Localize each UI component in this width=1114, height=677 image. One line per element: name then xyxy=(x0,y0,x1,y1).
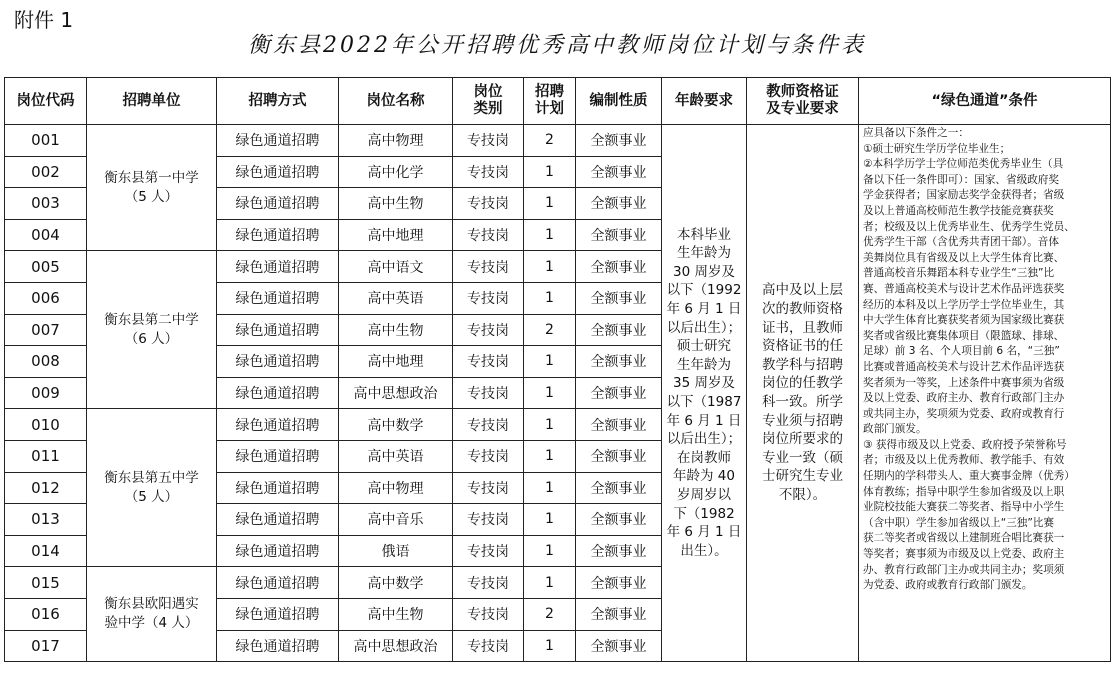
cell-method: 绿色通道招聘 xyxy=(217,504,339,536)
cell-age-requirement xyxy=(662,125,747,662)
cell-code: 009 xyxy=(5,377,87,409)
cell-method: 绿色通道招聘 xyxy=(217,630,339,662)
cell-green-channel-line: 中大学生体育比赛获奖者须为国家级比赛获 xyxy=(863,314,1065,327)
cell-green-channel-line: 优秀学生干部（含优秀共青团干部）。音体 xyxy=(863,236,1059,249)
cell-category: 专技岗 xyxy=(453,156,524,188)
cell-position: 高中音乐 xyxy=(339,504,453,536)
cell-age-requirement-line: 以后出生）； xyxy=(666,319,742,336)
cell-qualification-line: 科一致。所学 xyxy=(762,394,843,411)
table-row xyxy=(5,125,1111,157)
cell-staffing: 全额事业 xyxy=(576,630,662,662)
cell-category: 专技岗 xyxy=(453,346,524,378)
cell-age-requirement-line: 年龄为 40 xyxy=(673,468,735,485)
cell-position: 高中思想政治 xyxy=(339,630,453,662)
cell-qualification-line: 不限）。 xyxy=(778,487,827,504)
cell-category: 专技岗 xyxy=(453,598,524,630)
cell-position: 高中数学 xyxy=(339,409,453,441)
cell-position: 俄语 xyxy=(339,535,453,567)
cell-category: 专技岗 xyxy=(453,630,524,662)
cell-qualification-line: 资格证书的任 xyxy=(762,338,843,355)
cell-method: 绿色通道招聘 xyxy=(217,409,339,441)
cell-method: 绿色通道招聘 xyxy=(217,472,339,504)
unit-name: 衡东县第一中学 xyxy=(104,169,199,186)
header-method: 招聘方式 xyxy=(217,78,339,125)
cell-method: 绿色通道招聘 xyxy=(217,314,339,346)
cell-age-requirement-line: 年 6 月 1 日 xyxy=(666,412,742,429)
cell-method: 绿色通道招聘 xyxy=(217,251,339,283)
header-plan: 招聘 计划 xyxy=(524,78,576,125)
cell-plan: 1 xyxy=(524,282,576,314)
cell-position: 高中生物 xyxy=(339,188,453,220)
unit-name: 衡东县第五中学 xyxy=(104,469,199,486)
cell-plan: 1 xyxy=(524,535,576,567)
cell-qualification-line: 专业须与招聘 xyxy=(762,412,843,429)
cell-staffing: 全额事业 xyxy=(576,598,662,630)
cell-green-channel-line: （含中职）学生参加省级以上“三独”比赛 xyxy=(863,516,1055,529)
cell-unit xyxy=(87,409,217,567)
cell-position: 高中地理 xyxy=(339,219,453,251)
header-code: 岗位代码 xyxy=(5,78,87,125)
cell-category: 专技岗 xyxy=(453,251,524,283)
cell-green-channel-line: 学金获得者；国家励志奖学金获得者；省级 xyxy=(863,189,1065,202)
cell-category: 专技岗 xyxy=(453,472,524,504)
unit-count: （6 人） xyxy=(124,330,179,347)
cell-age-requirement-line: 以后出生）； xyxy=(666,431,742,448)
cell-category: 专技岗 xyxy=(453,535,524,567)
cell-method: 绿色通道招聘 xyxy=(217,125,339,157)
cell-green-channel-line: ③ 获得市级及以上党委、政府授予荣誉称号 xyxy=(863,438,1067,451)
cell-method: 绿色通道招聘 xyxy=(217,188,339,220)
unit-count: （5 人） xyxy=(124,188,179,205)
cell-green-channel-line: 足球）前 3 名、个人项目前 6 名，“三独” xyxy=(863,345,1060,358)
cell-plan: 1 xyxy=(524,472,576,504)
cell-green-channel-line: 赛、普通高校美术与设计艺术作品评选获奖 xyxy=(863,282,1065,295)
cell-age-requirement-line: 年 6 月 1 日 xyxy=(666,524,742,541)
cell-green-channel-line: 普通高校音乐舞蹈本科专业学生“三独”比 xyxy=(863,267,1055,280)
cell-plan: 1 xyxy=(524,377,576,409)
cell-plan: 1 xyxy=(524,156,576,188)
cell-category: 专技岗 xyxy=(453,409,524,441)
cell-staffing: 全额事业 xyxy=(576,251,662,283)
cell-green-channel-line: 奖者须为一等奖，上述条件中赛事须为省级 xyxy=(863,376,1065,389)
cell-age-requirement-line: 生年龄为 xyxy=(677,356,731,373)
cell-green-channel-line: ①硕士研究生学历学位毕业生； xyxy=(863,142,1011,155)
cell-code: 013 xyxy=(5,504,87,536)
cell-staffing: 全额事业 xyxy=(576,409,662,441)
cell-code: 005 xyxy=(5,251,87,283)
cell-green-channel-line: 美舞岗位具有省级及以上大学生体育比赛、 xyxy=(863,251,1065,264)
cell-age-requirement-line: 出生）。 xyxy=(680,542,728,559)
cell-code: 008 xyxy=(5,346,87,378)
cell-position: 高中生物 xyxy=(339,314,453,346)
cell-code: 016 xyxy=(5,598,87,630)
cell-plan: 2 xyxy=(524,598,576,630)
cell-age-requirement-line: 硕士研究 xyxy=(677,338,731,355)
cell-green-channel-line: 任期内的学科带头人、重大赛事金牌（优秀） xyxy=(863,470,1075,483)
header-category: 岗位 类别 xyxy=(453,78,524,125)
cell-plan: 1 xyxy=(524,188,576,220)
unit-count: （5 人） xyxy=(124,488,179,505)
cell-green-channel-line: 及以上普通高校师范生教学技能竞赛获奖 xyxy=(863,204,1054,217)
cell-category: 专技岗 xyxy=(453,314,524,346)
cell-category: 专技岗 xyxy=(453,567,524,599)
page-title: 衡东县2022年公开招聘优秀高中教师岗位计划与条件表 xyxy=(248,33,866,58)
cell-code: 007 xyxy=(5,314,87,346)
cell-green-channel-line: 比赛或普通高校美术与设计艺术作品评选获 xyxy=(863,360,1065,373)
cell-category: 专技岗 xyxy=(453,504,524,536)
cell-green-channel-line: 体育教练；指导中职学生参加省级及以上职 xyxy=(863,485,1065,498)
cell-method: 绿色通道招聘 xyxy=(217,440,339,472)
cell-position: 高中生物 xyxy=(339,598,453,630)
cell-green-channel-line: 备以下任一条件即可）：国家、省级政府奖 xyxy=(863,173,1059,186)
cell-category: 专技岗 xyxy=(453,282,524,314)
cell-qualification-line: 教学科与招聘 xyxy=(762,356,843,373)
cell-plan: 1 xyxy=(524,567,576,599)
cell-code: 010 xyxy=(5,409,87,441)
cell-green-channel-line: 者；校级及以上优秀毕业生、优秀学生党员、 xyxy=(863,220,1075,233)
annex-label: 附件 1 xyxy=(14,8,74,32)
cell-qualification-line: 岗位所要求的 xyxy=(762,431,843,448)
cell-staffing: 全额事业 xyxy=(576,440,662,472)
cell-unit xyxy=(87,567,217,662)
cell-age-requirement-line: 下（1982 xyxy=(673,505,735,522)
header-age: 年龄要求 xyxy=(662,78,747,125)
cell-green-channel xyxy=(859,125,1111,662)
cell-code: 002 xyxy=(5,156,87,188)
cell-plan: 1 xyxy=(524,409,576,441)
cell-green-channel-line: 应具备以下条件之一： xyxy=(863,127,969,139)
cell-age-requirement-line: 30 周岁及 xyxy=(673,263,735,280)
cell-code: 017 xyxy=(5,630,87,662)
cell-code: 011 xyxy=(5,440,87,472)
cell-staffing: 全额事业 xyxy=(576,535,662,567)
cell-position: 高中物理 xyxy=(339,472,453,504)
header-qualification: 教师资格证 及专业要求 xyxy=(747,78,859,125)
cell-age-requirement-line: 岁周岁以 xyxy=(677,487,731,504)
cell-method: 绿色通道招聘 xyxy=(217,156,339,188)
cell-position: 高中物理 xyxy=(339,125,453,157)
cell-code: 001 xyxy=(5,125,87,157)
cell-method: 绿色通道招聘 xyxy=(217,219,339,251)
cell-green-channel-line: 奖者或省级比赛集体项目（限篮球、排球、 xyxy=(863,329,1065,342)
cell-green-channel-line: 获二等奖者或省级以上建制班合唱比赛获一 xyxy=(863,532,1065,545)
cell-age-requirement-line: 年 6 月 1 日 xyxy=(666,301,742,318)
cell-category: 专技岗 xyxy=(453,440,524,472)
cell-qualification-line: 士研究生专业 xyxy=(762,468,843,485)
cell-position: 高中语文 xyxy=(339,251,453,283)
cell-green-channel-line: 经历的本科及以上学历学士学位毕业生，其 xyxy=(863,298,1065,311)
cell-method: 绿色通道招聘 xyxy=(217,346,339,378)
cell-code: 004 xyxy=(5,219,87,251)
cell-green-channel-line: 或共同主办，奖项须为党委、政府或教育行 xyxy=(863,407,1065,420)
cell-green-channel-line: 政部门颁发。 xyxy=(863,423,927,436)
cell-unit xyxy=(87,251,217,409)
cell-age-requirement-line: 本科毕业 xyxy=(677,226,731,243)
cell-green-channel-line: 业院校技能大赛获二等奖者、指导中小学生 xyxy=(863,501,1065,514)
cell-age-requirement-line: 35 周岁及 xyxy=(673,375,735,392)
cell-plan: 1 xyxy=(524,630,576,662)
cell-age-requirement-line: 以下（1992 xyxy=(666,282,742,299)
cell-plan: 2 xyxy=(524,314,576,346)
cell-staffing: 全额事业 xyxy=(576,472,662,504)
cell-unit xyxy=(87,125,217,251)
cell-code: 006 xyxy=(5,282,87,314)
cell-code: 014 xyxy=(5,535,87,567)
cell-qualification-line: 高中及以上层 xyxy=(762,282,843,299)
cell-method: 绿色通道招聘 xyxy=(217,535,339,567)
header-row xyxy=(5,78,1111,125)
cell-category: 专技岗 xyxy=(453,377,524,409)
cell-plan: 1 xyxy=(524,219,576,251)
cell-plan: 2 xyxy=(524,125,576,157)
cell-position: 高中英语 xyxy=(339,282,453,314)
cell-staffing: 全额事业 xyxy=(576,219,662,251)
header-unit: 招聘单位 xyxy=(87,78,217,125)
cell-plan: 1 xyxy=(524,504,576,536)
cell-position: 高中地理 xyxy=(339,346,453,378)
cell-green-channel-line: 为党委、政府或教育行政部门颁发。 xyxy=(863,579,1033,592)
cell-qualification-line: 证书，且教师 xyxy=(762,319,843,336)
cell-staffing: 全额事业 xyxy=(576,377,662,409)
cell-staffing: 全额事业 xyxy=(576,314,662,346)
cell-green-channel-line: 者；市级及以上优秀教师、教学能手、有效 xyxy=(863,454,1065,467)
cell-staffing: 全额事业 xyxy=(576,346,662,378)
cell-age-requirement-line: 以下（1987 xyxy=(666,394,742,411)
cell-plan: 1 xyxy=(524,346,576,378)
header-staffing: 编制性质 xyxy=(576,78,662,125)
cell-method: 绿色通道招聘 xyxy=(217,377,339,409)
cell-method: 绿色通道招聘 xyxy=(217,598,339,630)
cell-staffing: 全额事业 xyxy=(576,504,662,536)
cell-position: 高中思想政治 xyxy=(339,377,453,409)
cell-staffing: 全额事业 xyxy=(576,282,662,314)
cell-method: 绿色通道招聘 xyxy=(217,282,339,314)
cell-staffing: 全额事业 xyxy=(576,125,662,157)
cell-category: 专技岗 xyxy=(453,125,524,157)
header-position: 岗位名称 xyxy=(339,78,453,125)
cell-category: 专技岗 xyxy=(453,188,524,220)
cell-staffing: 全额事业 xyxy=(576,188,662,220)
cell-green-channel-line: 办、教育行政部门主办或共同主办；奖项须 xyxy=(863,563,1065,576)
unit-name: 衡东县第二中学 xyxy=(104,311,199,328)
cell-staffing: 全额事业 xyxy=(576,156,662,188)
cell-code: 015 xyxy=(5,567,87,599)
recruitment-table xyxy=(4,77,1111,662)
cell-qualification-line: 专业一致（硕 xyxy=(762,449,843,466)
cell-code: 003 xyxy=(5,188,87,220)
header-green-channel: “绿色通道”条件 xyxy=(859,78,1111,125)
cell-plan: 1 xyxy=(524,440,576,472)
cell-qualification-line: 岗位的任教学 xyxy=(762,375,843,392)
cell-age-requirement-line: 在岗教师 xyxy=(677,449,731,466)
cell-green-channel-line: ②本科学历学士学位师范类优秀毕业生（具 xyxy=(863,158,1064,171)
cell-category: 专技岗 xyxy=(453,219,524,251)
cell-age-requirement-line: 生年龄为 xyxy=(677,245,731,262)
cell-position: 高中化学 xyxy=(339,156,453,188)
cell-staffing: 全额事业 xyxy=(576,567,662,599)
unit-name: 衡东县欧阳遇实 xyxy=(104,596,199,613)
cell-green-channel-line: 等奖者；赛事须为市级及以上党委、政府主 xyxy=(863,548,1065,561)
cell-qualification-line: 次的教师资格 xyxy=(762,301,843,318)
cell-green-channel-line: 及以上党委、政府主办、教育行政部门主办 xyxy=(863,392,1065,405)
cell-position: 高中数学 xyxy=(339,567,453,599)
cell-code: 012 xyxy=(5,472,87,504)
cell-qualification xyxy=(747,125,859,662)
unit-count: 验中学（4 人） xyxy=(104,615,199,632)
cell-plan: 1 xyxy=(524,251,576,283)
cell-method: 绿色通道招聘 xyxy=(217,567,339,599)
cell-position: 高中英语 xyxy=(339,440,453,472)
